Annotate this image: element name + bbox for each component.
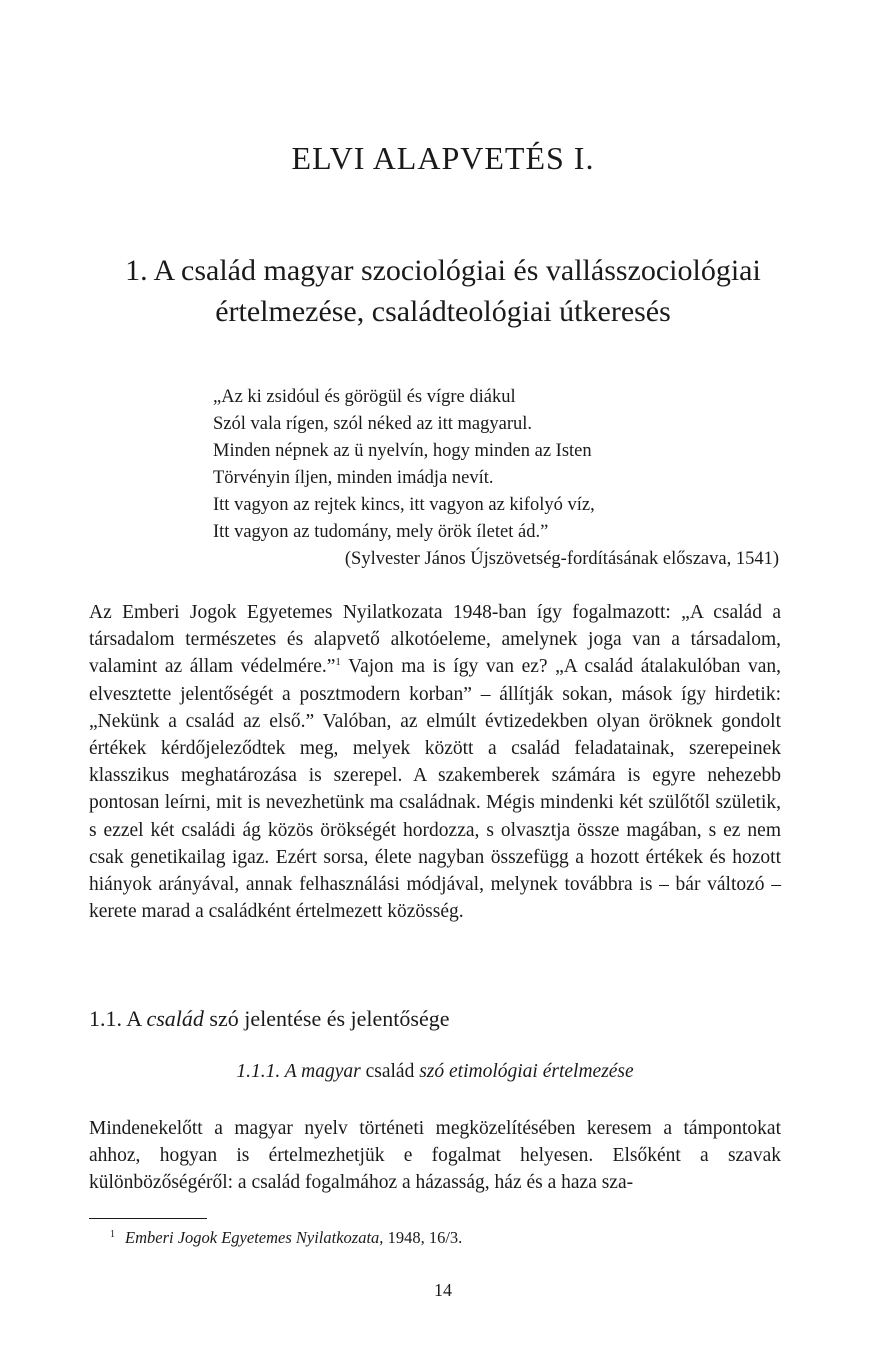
etymology-paragraph: Mindenekelőtt a magyar nyelv történeti megközelítésében keresem a támpontokat ahhoz, hogyan is értelmezhetjük e fogalmat helyesen. Elsőként a szavak különbözőségéről: a család fogalmához a házasság, ház és a haza sza- <box>89 1118 781 1194</box>
chapter-title <box>80 250 806 332</box>
epigraph-line: Itt vagyon az rejtek kincs, itt vagyon az kifolyó víz, <box>213 495 595 515</box>
section-heading-italic: család <box>146 1006 204 1031</box>
section-heading-suffix: szó jelentése és jelentősége <box>203 1006 450 1031</box>
footnote-divider <box>89 1218 207 1219</box>
epigraph-line: Minden népnek az ü nyelvín, hogy minden az Isten <box>213 441 592 461</box>
epigraph-line: Itt vagyon az tudomány, mely örök íletet ád.” <box>213 522 549 542</box>
subsection-heading-suffix: szó etimológiai értelmezése <box>414 1061 634 1082</box>
intro-paragraph <box>89 599 781 925</box>
intro-text-before-note: Az Emberi Jogok Egyetemes Nyilatkozata 1948-ban így fogalmazott: „A család a társadalom természetes és alapvető alkotóeleme, amelynek joga van a társadalom, valamint az állam védelmére.” <box>89 602 781 678</box>
epigraph-line: Törvényin íljen, minden imádja nevít. <box>213 468 494 488</box>
subsection-heading-roman: család <box>365 1061 415 1082</box>
section-heading <box>89 1006 781 1032</box>
chapter-title-line-2: értelmezése, családteológiai útkeresés <box>215 295 671 328</box>
footnote-reference[interactable]: 1 <box>335 656 341 669</box>
footnote-number: 1 <box>110 1229 115 1240</box>
footnote <box>110 1227 780 1249</box>
chapter-title-line-1: 1. A család magyar szociológiai és vallásszociológiai <box>125 254 761 287</box>
epigraph-line: „Az ki zsidóul és görögül és vígre diákul <box>213 387 516 407</box>
epigraph <box>213 384 793 573</box>
epigraph-line: Szól vala rígen, szól néked az itt magyarul. <box>213 414 533 434</box>
section-heading-prefix: 1.1. A <box>89 1006 147 1031</box>
intro-text-after-note: Vajon ma is így van ez? „A család átalakulóban van, elvesztette jelentőségét a posztmodern korban” – állítják sokan, mások így hirdetik: „Nekünk a család az első.” Valóban, az elmúlt évtizedekben olyan öröknek gondolt értékek kérdőjeleződtek meg, melyek között a család feladatainak, szerepeinek klasszikus meghatározása is szerepel. A szakemberek számára is egyre nehezebb pontosan leírni, mit is nevezhetünk ma családnak. Mégis mindenki két szülőtől születik, s ezzel két családi ág közös örökségét hordozza, s olvasztja össze magában, s ez nem csak genetikailag igaz. Ezért sorsa, élete nagyban összefügg a hozott értékek és hozott hiányok arányával, annak felhasználási módjával, melynek továbbra is – bár változó – kerete marad a családként értelmezett közösség. <box>89 656 781 923</box>
subsection-heading <box>89 1061 781 1083</box>
part-title: ELVI ALAPVETÉS I. <box>291 140 595 176</box>
footnote-title: Emberi Jogok Egyetemes Nyilatkozata, <box>125 1228 384 1247</box>
epigraph-source: (Sylvester János Újszövetség-fordításának előszava, 1541) <box>344 549 779 569</box>
page-number: 14 <box>434 1280 452 1300</box>
footnote-details: 1948, 16/3. <box>383 1228 463 1247</box>
subsection-heading-prefix: 1.1.1. A magyar <box>236 1061 366 1082</box>
